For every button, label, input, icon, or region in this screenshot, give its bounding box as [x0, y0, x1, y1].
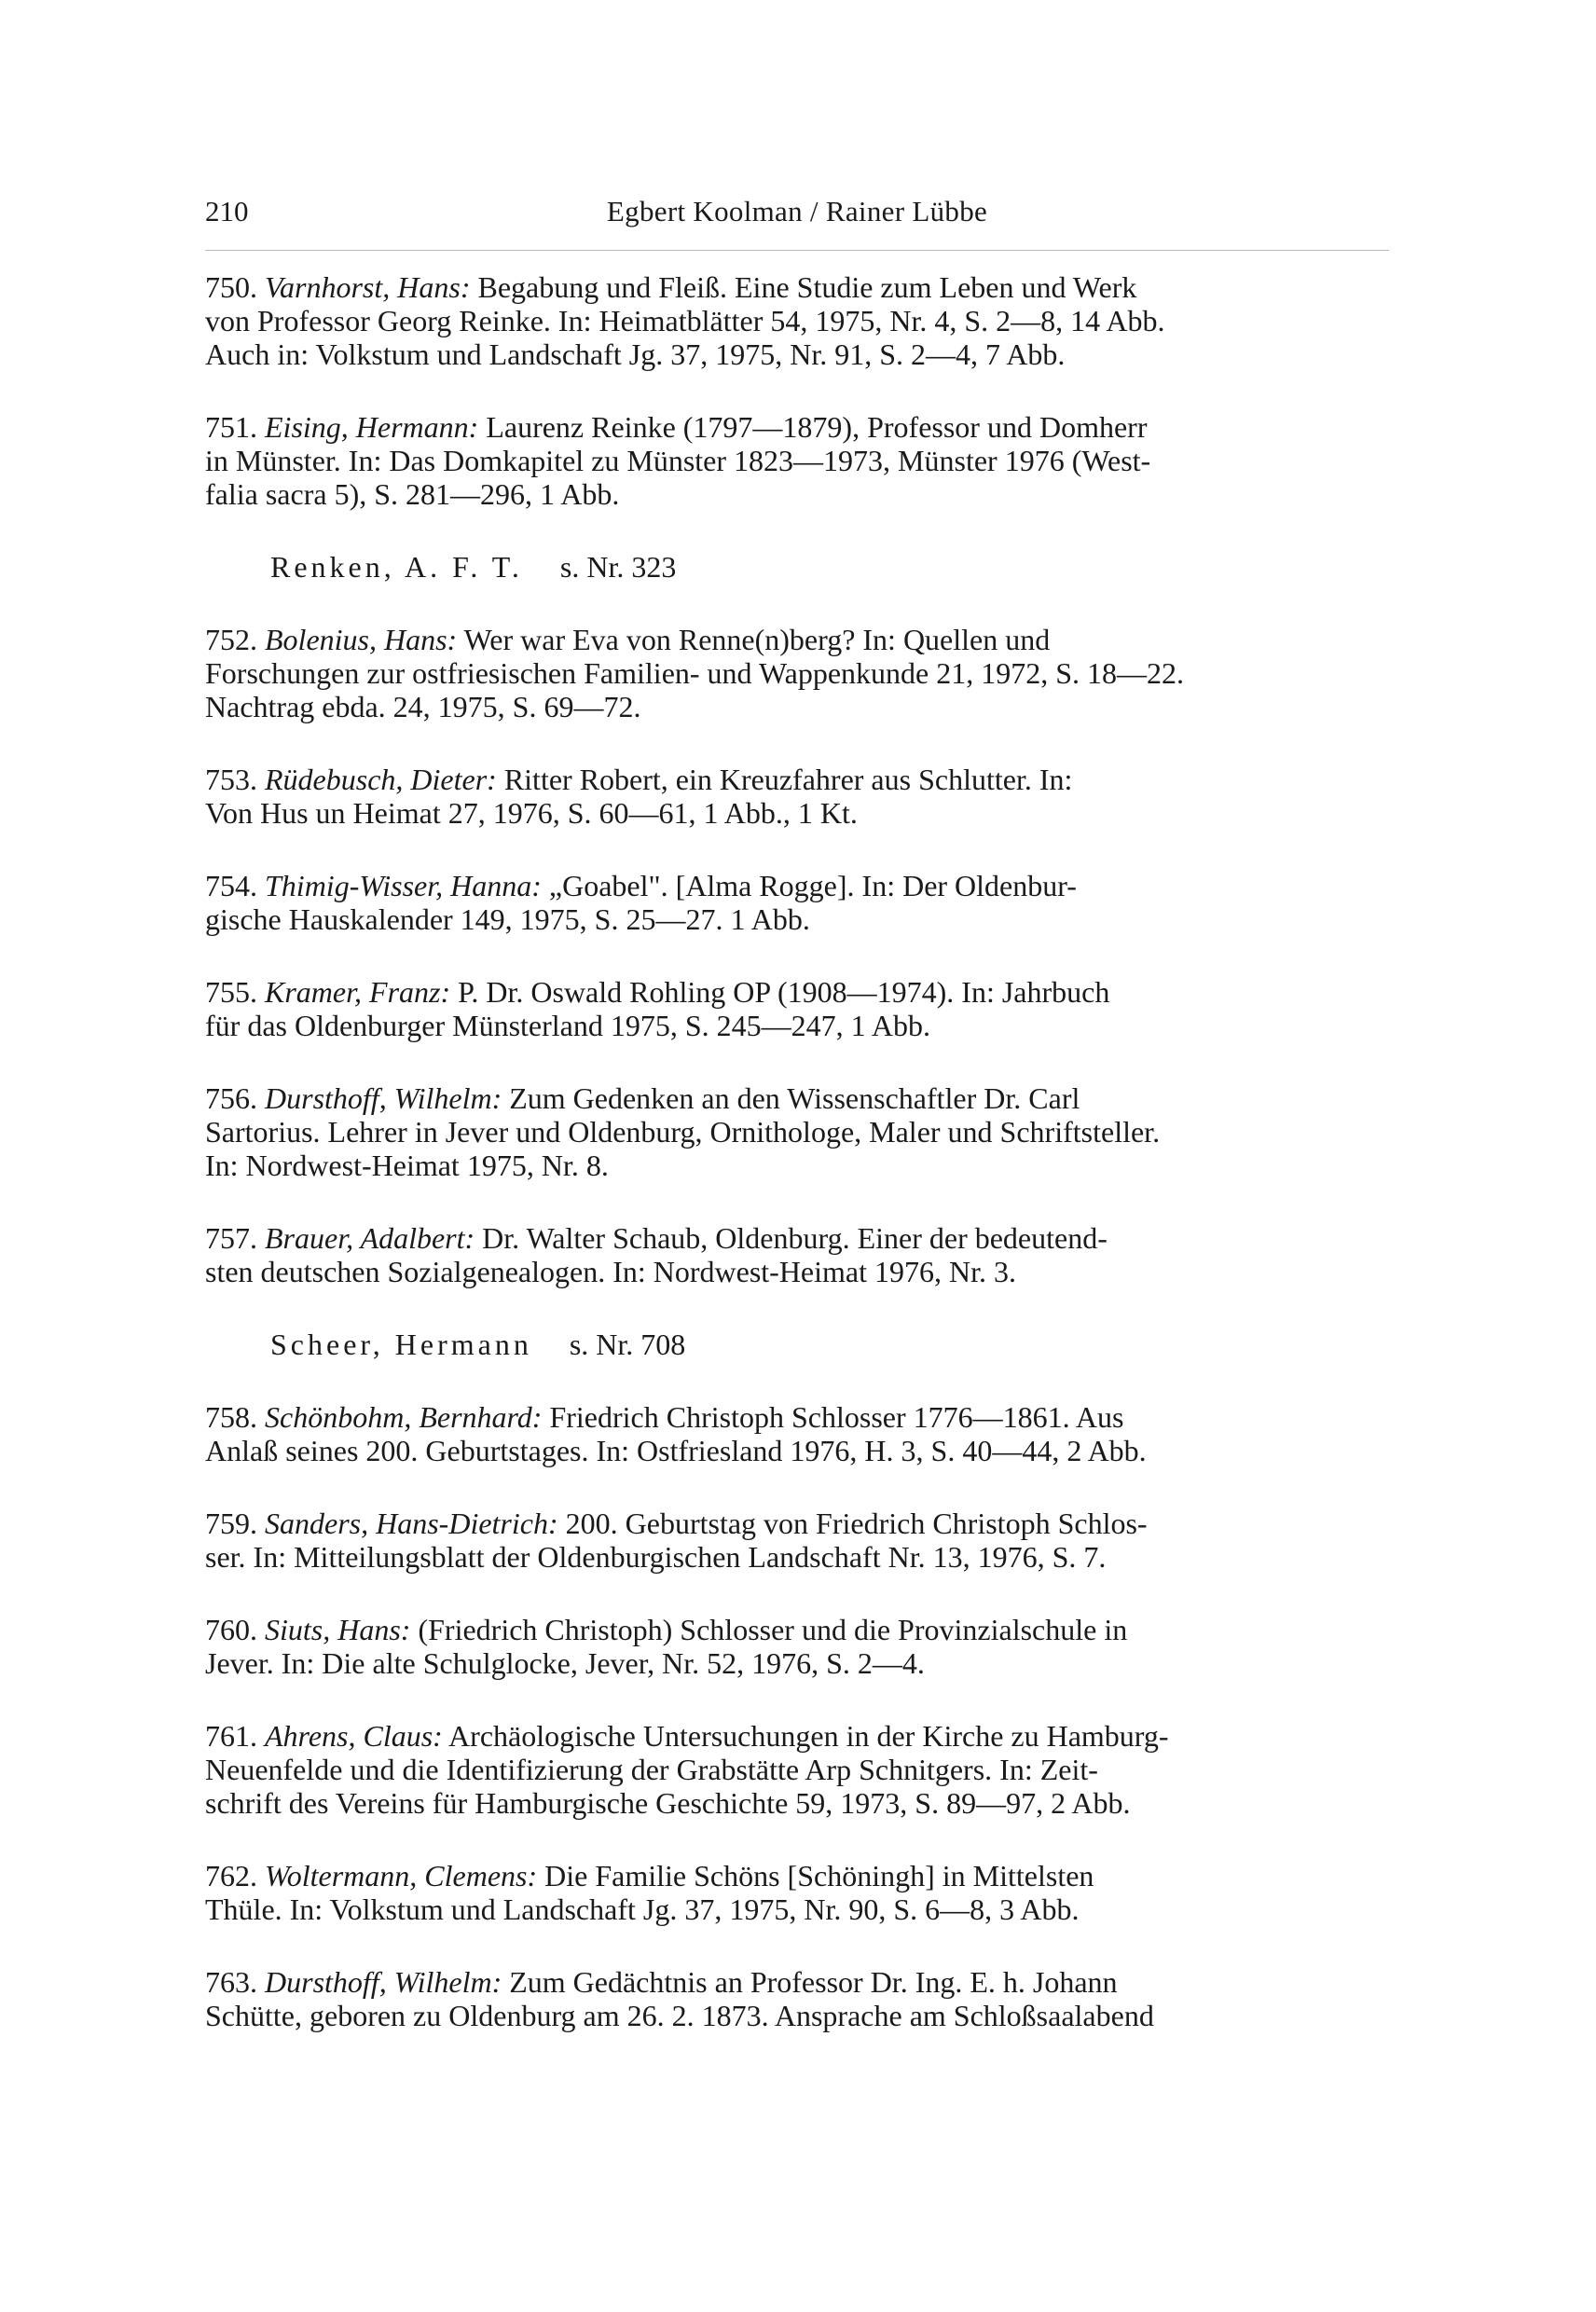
entry-line: in Münster. In: Das Domkapitel zu Münster 1823—1973, Münster 1976 (West- [205, 444, 1151, 477]
entry-line: Jever. In: Die alte Schulglocke, Jever, Nr. 52, 1976, S. 2—4. [205, 1646, 925, 1680]
entry-text: Die Familie Schöns [Schöningh] in Mittelsten [544, 1859, 1094, 1892]
entry-line [205, 1507, 1389, 1540]
bibliography-entry [205, 869, 1389, 936]
entry-line: Forschungen zur ostfriesischen Familien- und Wappenkunde 21, 1972, S. 18—22. [205, 656, 1185, 690]
entry-line: Neuenfelde und die Identifizierung der Grabstätte Arp Schnitgers. In: Zeit- [205, 1753, 1098, 1786]
entry-line: Nachtrag ebda. 24, 1975, S. 69—72. [205, 690, 641, 723]
entry-text: (Friedrich Christoph) Schlosser und die Provinzialschule in [418, 1613, 1128, 1646]
cross-reference-name: Scheer, Hermann [270, 1328, 532, 1361]
bibliography-entry [205, 1507, 1389, 1574]
entry-line [205, 1965, 1389, 1999]
entry-text: Begabung und Fleiß. Eine Studie zum Leben und Werk [477, 270, 1137, 304]
entry-number: 756. [205, 1081, 257, 1115]
entry-line: In: Nordwest-Heimat 1975, Nr. 8. [205, 1149, 609, 1182]
entry-number: 762. [205, 1859, 257, 1892]
page-number: 210 [205, 195, 249, 227]
entry-author: Eising, Hermann: [265, 410, 479, 444]
entry-line [205, 410, 1389, 444]
entry-line: ser. In: Mitteilungsblatt der Oldenburgischen Landschaft Nr. 13, 1976, S. 7. [205, 1540, 1107, 1574]
running-title: Egbert Koolman / Rainer Lübbe [606, 195, 988, 227]
entry-line: Auch in: Volkstum und Landschaft Jg. 37, 1975, Nr. 91, S. 2—4, 7 Abb. [205, 337, 1066, 371]
entry-author: Varnhorst, Hans: [265, 270, 471, 304]
entry-number: 753. [205, 763, 257, 796]
entry-text: Ritter Robert, ein Kreuzfahrer aus Schlutter. In: [503, 763, 1073, 796]
entry-number: 750. [205, 270, 257, 304]
entry-author: Schönbohm, Bernhard: [265, 1400, 543, 1434]
bibliography-entry [205, 763, 1389, 830]
entry-line [205, 1221, 1389, 1255]
bibliography-entry [205, 1965, 1389, 2032]
entry-text: Archäologische Untersuchungen in der Kirche zu Hamburg- [448, 1719, 1169, 1753]
entry-text: Wer war Eva von Renne(n)berg? In: Quellen und [463, 623, 1051, 656]
entry-number: 758. [205, 1400, 257, 1434]
entry-line [205, 1859, 1389, 1892]
entry-text: Zum Gedenken an den Wissenschaftler Dr. Carl [509, 1081, 1080, 1115]
bibliography-entry [205, 1081, 1389, 1182]
bibliography-entry [205, 623, 1389, 723]
bibliography-entry [205, 1400, 1389, 1467]
entry-number: 757. [205, 1221, 257, 1255]
entry-text: Friedrich Christoph Schlosser 1776—1861. Aus [549, 1400, 1124, 1434]
entry-line: Thüle. In: Volkstum und Landschaft Jg. 37, 1975, Nr. 90, S. 6—8, 3 Abb. [205, 1892, 1080, 1926]
entry-line [205, 1081, 1389, 1115]
cross-reference-target: s. Nr. 323 [559, 550, 677, 584]
cross-reference [205, 1328, 1389, 1361]
entry-number: 763. [205, 1965, 257, 1999]
entry-line [205, 763, 1389, 796]
entry-line: sten deutschen Sozialgenealogen. In: Nordwest-Heimat 1976, Nr. 3. [205, 1255, 1016, 1288]
entry-line [205, 623, 1389, 656]
bibliography-entry [205, 410, 1389, 511]
entry-line: falia sacra 5), S. 281—296, 1 Abb. [205, 477, 620, 511]
entry-line [205, 869, 1389, 902]
cross-reference-target: s. Nr. 708 [569, 1328, 686, 1361]
entry-text: P. Dr. Oswald Rohling OP (1908—1974). In: Jahrbuch [458, 975, 1110, 1009]
entry-line [205, 1719, 1389, 1753]
entry-line [205, 975, 1389, 1009]
entry-line [205, 270, 1389, 304]
bibliography-entry [205, 1221, 1389, 1288]
entry-text: „Goabel". [Alma Rogge]. In: Der Oldenbur- [548, 869, 1077, 902]
entry-line: von Professor Georg Reinke. In: Heimatblätter 54, 1975, Nr. 4, S. 2—8, 14 Abb. [205, 304, 1165, 337]
entry-line: Anlaß seines 200. Geburtstages. In: Ostfriesland 1976, H. 3, S. 40—44, 2 Abb. [205, 1434, 1147, 1467]
entry-line [205, 1400, 1389, 1434]
entry-author: Woltermann, Clemens: [265, 1859, 538, 1892]
entry-author: Kramer, Franz: [265, 975, 451, 1009]
entry-text: Zum Gedächtnis an Professor Dr. Ing. E. h. Johann [509, 1965, 1118, 1999]
entry-author: Dursthoff, Wilhelm: [265, 1081, 502, 1115]
entry-text: Laurenz Reinke (1797—1879), Professor und Domherr [486, 410, 1148, 444]
bibliography-list [205, 270, 1389, 2071]
entry-author: Ahrens, Claus: [265, 1719, 443, 1753]
entry-author: Dursthoff, Wilhelm: [265, 1965, 502, 1999]
entry-line: Sartorius. Lehrer in Jever und Oldenburg, Ornithologe, Maler und Schriftsteller. [205, 1115, 1161, 1149]
bibliography-entry [205, 1613, 1389, 1680]
entry-author: Thimig-Wisser, Hanna: [265, 869, 542, 902]
entry-text: Dr. Walter Schaub, Oldenburg. Einer der bedeutend- [482, 1221, 1108, 1255]
bibliography-entry [205, 270, 1389, 371]
cross-reference-name: Renken, A. F. T. [270, 550, 523, 584]
bibliography-entry [205, 975, 1389, 1042]
entry-line: für das Oldenburger Münsterland 1975, S. 245—247, 1 Abb. [205, 1009, 930, 1042]
entry-author: Rüdebusch, Dieter: [265, 763, 497, 796]
entry-author: Bolenius, Hans: [265, 623, 458, 656]
entry-text: 200. Geburtstag von Friedrich Christoph Schlos- [565, 1507, 1148, 1540]
bibliography-entry [205, 1719, 1389, 1820]
entry-line [205, 1613, 1389, 1646]
entry-number: 752. [205, 623, 257, 656]
entry-author: Siuts, Hans: [265, 1613, 411, 1646]
entry-line: gische Hauskalender 149, 1975, S. 25—27. 1 Abb. [205, 902, 810, 936]
running-head [205, 191, 1389, 232]
header-rule [205, 250, 1389, 251]
entry-author: Sanders, Hans-Dietrich: [265, 1507, 558, 1540]
entry-line: Schütte, geboren zu Oldenburg am 26. 2. 1873. Ansprache am Schloßsaalabend [205, 1999, 1154, 2032]
entry-author: Brauer, Adalbert: [265, 1221, 475, 1255]
entry-line: schrift des Vereins für Hamburgische Geschichte 59, 1973, S. 89—97, 2 Abb. [205, 1786, 1131, 1820]
entry-number: 755. [205, 975, 257, 1009]
entry-number: 754. [205, 869, 257, 902]
entry-number: 761. [205, 1719, 257, 1753]
cross-reference [205, 550, 1389, 584]
entry-line: Von Hus un Heimat 27, 1976, S. 60—61, 1 Abb., 1 Kt. [205, 796, 858, 830]
entry-number: 751. [205, 410, 257, 444]
entry-number: 759. [205, 1507, 257, 1540]
bibliography-entry [205, 1859, 1389, 1926]
entry-number: 760. [205, 1613, 257, 1646]
